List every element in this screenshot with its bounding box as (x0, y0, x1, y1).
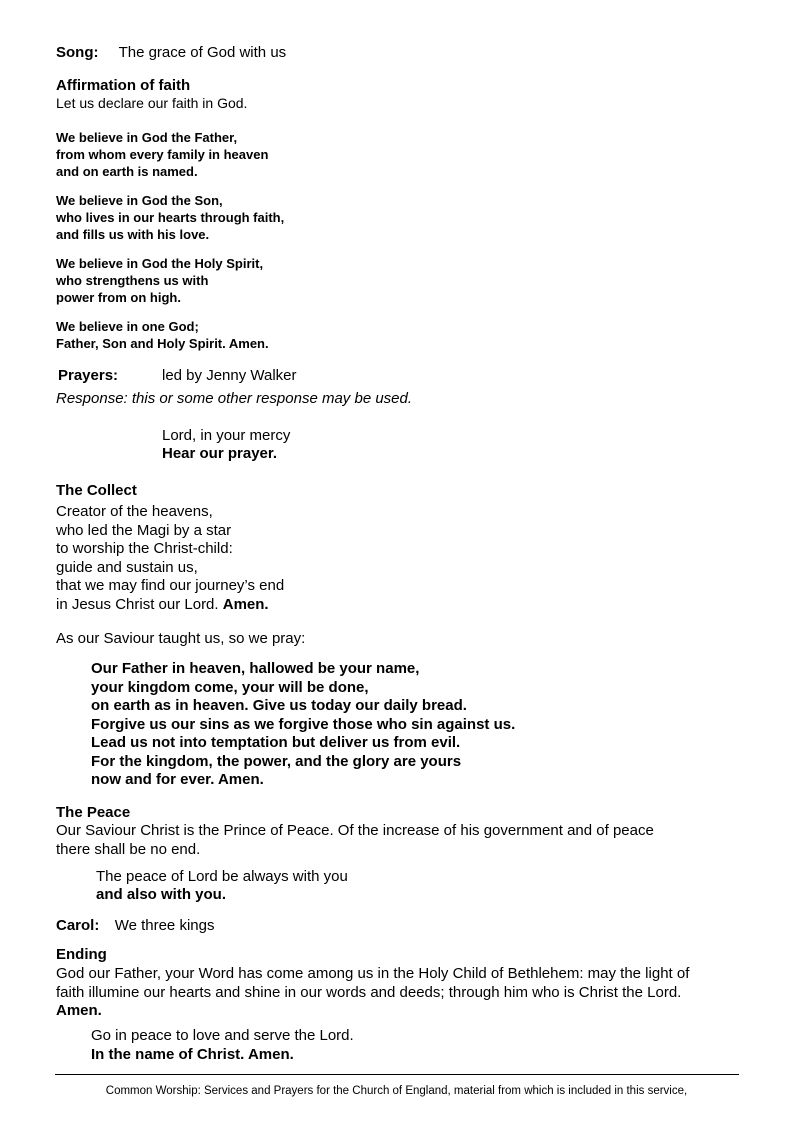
ending-amen: Amen. (56, 1002, 102, 1019)
prayers-label: Prayers: (58, 367, 119, 384)
creed-line: Father, Son and Holy Spirit. Amen. (56, 336, 269, 351)
song-label: Song: (56, 44, 99, 61)
creed-stanza (56, 318, 269, 352)
peace-response: and also with you. (96, 886, 227, 903)
collect-text (56, 503, 284, 614)
prayer-line: your kingdom come, your will be done, (91, 678, 369, 696)
creed-line: and fills us with his love. (56, 227, 210, 242)
collect-line: that we may find our journey’s end (56, 577, 285, 594)
footer-credit: Common Worship: Services and Prayers for the Church of England, material from which is included in this service, (105, 1085, 688, 1097)
creed-line: and on earth is named. (56, 164, 198, 179)
ending-line: God our Father, your Word has come among us in the Holy Child of Bethlehem: may the light of (56, 965, 690, 982)
carol-title: We three kings (114, 917, 215, 934)
peace-line: Our Saviour Christ is the Prince of Peace. Of the increase of his government and of peace (56, 822, 654, 839)
collect-line: Creator of the heavens, (56, 503, 213, 520)
creed-stanza (56, 255, 263, 306)
creed-line: power from on high. (56, 290, 181, 305)
prayers-response: Hear our prayer. (162, 445, 278, 462)
prayer-line: Forgive us our sins as we forgive those who sin against us. (91, 715, 516, 733)
prayer-line: on earth as in heaven. Give us today our daily bread. (91, 697, 467, 714)
collect-line: guide and sustain us, (56, 558, 198, 576)
ending-heading: Ending (56, 946, 107, 963)
affirmation-intro: Let us declare our faith in God. (56, 95, 248, 111)
collect-line (56, 596, 284, 615)
creed-line: We believe in God the Son, (56, 193, 223, 208)
song-line (56, 44, 286, 63)
prayer-line: now and for ever. Amen. (91, 771, 264, 788)
creed-line: from whom every family in heaven (56, 147, 269, 162)
prayers-leader: led by Jenny Walker (162, 367, 297, 384)
carol-label: Carol: (56, 917, 100, 934)
creed-line: who strengthens us with (56, 273, 209, 288)
collect-last-line: in Jesus Christ our Lord. (56, 595, 219, 613)
affirmation-heading: Affirmation of faith (56, 77, 191, 94)
creed-line: who lives in our hearts through faith, (56, 210, 285, 225)
collect-amen: Amen. (222, 595, 269, 613)
collect-heading: The Collect (56, 482, 137, 499)
song-title: The grace of God with us (118, 44, 287, 61)
creed-line: We believe in one God; (56, 319, 199, 334)
creed-line: We believe in God the Father, (56, 130, 238, 145)
peace-heading: The Peace (56, 804, 131, 821)
collect-line: to worship the Christ-child: (56, 540, 233, 557)
peace-line: there shall be no end. (56, 840, 201, 858)
peace-versicle: The peace of Lord be always with you (96, 868, 348, 885)
prayer-line: Lead us not into temptation but deliver us from evil. (91, 734, 461, 751)
lords-prayer-text (91, 660, 515, 790)
dismissal: Go in peace to love and serve the Lord. (91, 1027, 354, 1044)
footer-divider (55, 1074, 739, 1075)
response-note: Response: this or some other response may be used. (56, 390, 413, 407)
collect-line: who led the Magi by a star (56, 521, 232, 539)
peace-text (56, 822, 654, 859)
carol-line (56, 917, 214, 936)
ending-line: faith illumine our hearts and shine in our words and deeds; through him who is Christ the Lord. (56, 983, 682, 1001)
prayer-line: Our Father in heaven, hallowed be your name, (91, 660, 420, 677)
lords-prayer-intro: As our Saviour taught us, so we pray: (56, 630, 306, 647)
creed-stanza (56, 192, 284, 243)
creed-stanza (56, 129, 268, 180)
dismissal-response: In the name of Christ. Amen. (91, 1046, 294, 1063)
prayers-versicle: Lord, in your mercy (162, 427, 291, 444)
prayer-line: For the kingdom, the power, and the glory are yours (91, 752, 462, 770)
creed-line: We believe in God the Holy Spirit, (56, 256, 264, 271)
ending-text (56, 965, 689, 1021)
